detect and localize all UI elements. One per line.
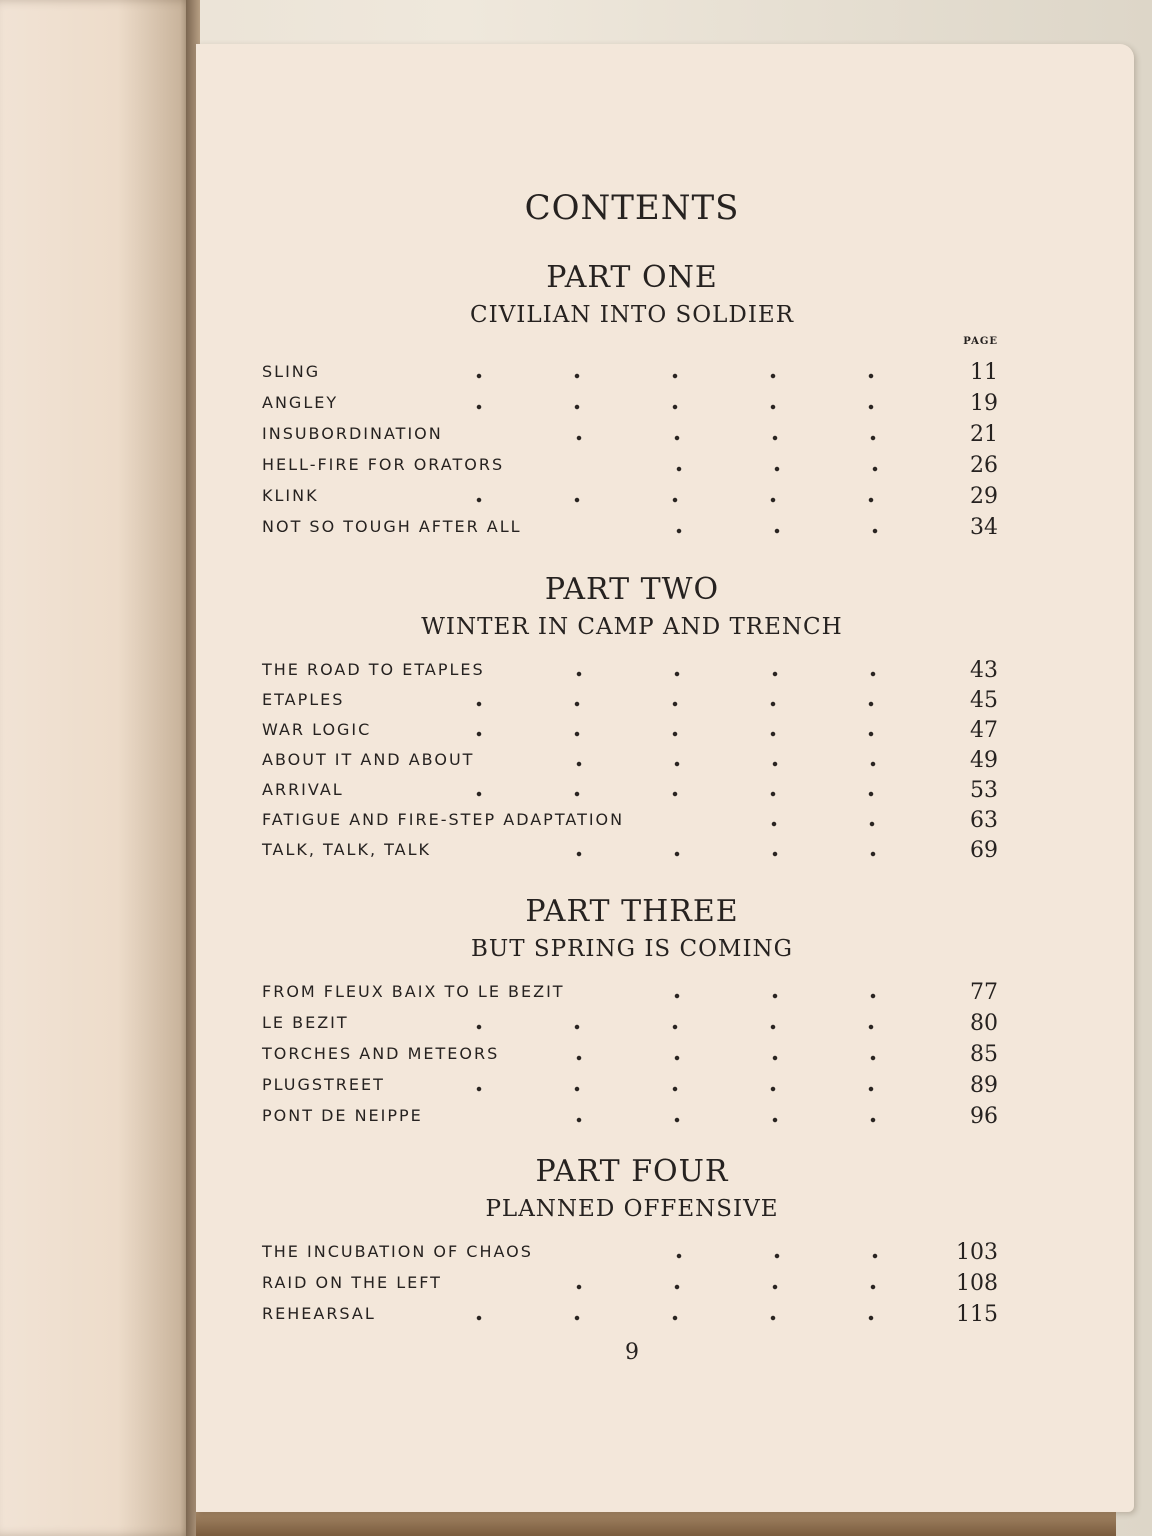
entry-title: HELL-FIRE FOR ORATORS [262,455,505,474]
toc-entry[interactable] [262,1011,1002,1042]
part-one [262,258,1002,332]
toc-entry[interactable] [262,391,1002,422]
entry-title: ETAPLES [262,690,345,709]
toc-entry[interactable] [262,1042,1002,1073]
entry-page: 19 [970,391,998,416]
part-subheading: PLANNED OFFENSIVE [485,1196,779,1222]
entry-page: 53 [970,778,998,803]
entry-title: ANGLEY [262,393,339,412]
toc-entry[interactable] [262,778,1002,808]
dot-leader [522,1104,932,1124]
page-number: 9 [625,1340,639,1365]
entry-page: 103 [956,1240,998,1265]
entry-title: KLINK [262,486,319,505]
entry-page: 69 [970,838,998,863]
entry-page: 11 [970,360,998,385]
toc-entry[interactable] [262,1302,1002,1333]
toc-entry[interactable] [262,838,1002,868]
part-subheading: BUT SPRING IS COMING [470,936,794,962]
entry-title: RAID ON THE LEFT [262,1273,442,1292]
toc-entry[interactable] [262,360,1002,391]
entry-title: WAR LOGIC [262,720,372,739]
toc-entry[interactable] [262,718,1002,748]
toc-entry[interactable] [262,658,1002,688]
left-page [0,0,196,1536]
part-three-entries [262,980,1002,1135]
toc-entry[interactable] [262,688,1002,718]
toc-entry[interactable] [262,453,1002,484]
entry-title: PONT DE NEIPPE [262,1106,423,1125]
entry-title: FROM FLEUX BAIX TO LE BEZIT [262,982,565,1001]
toc-entry[interactable] [262,1104,1002,1135]
entry-page: 29 [970,484,998,509]
entry-page: 47 [970,718,998,743]
dot-leader [622,515,932,535]
part-two-entries [262,658,1002,868]
entry-title: SLING [262,362,321,381]
part-heading: PART THREE [525,894,739,929]
part-subheading: CIVILIAN INTO SOLDIER [469,302,795,328]
part-heading: PART ONE [546,260,718,295]
dot-leader [622,453,932,473]
entry-title: FATIGUE AND FIRE-STEP ADAPTATION [262,810,625,829]
entry-title: THE ROAD TO ETAPLES [262,660,485,679]
entry-title: REHEARSAL [262,1304,376,1323]
dot-leader [422,1302,932,1322]
part-subheading: WINTER IN CAMP AND TRENCH [421,614,843,640]
dot-leader [522,1271,932,1291]
toc-entry[interactable] [262,1073,1002,1104]
part-one-entries [262,360,1002,546]
entry-title: ABOUT IT AND ABOUT [262,750,475,769]
dot-leader [422,1011,932,1031]
dot-leader [620,980,932,1000]
dot-leader [622,1240,932,1260]
dot-leader [522,1042,932,1062]
part-four [262,1152,1002,1226]
toc-entry[interactable] [262,980,1002,1011]
toc-entry[interactable] [262,1271,1002,1302]
entry-page: 43 [970,658,998,683]
dot-leader [422,484,932,504]
entry-title: INSUBORDINATION [262,424,443,443]
toc-entry[interactable] [262,515,1002,546]
part-heading: PART FOUR [535,1154,729,1189]
toc-entry[interactable] [262,808,1002,838]
entry-title: TALK, TALK, TALK [262,840,431,859]
toc-entry[interactable] [262,422,1002,453]
entry-title: TORCHES AND METEORS [262,1044,500,1063]
entry-title: THE INCUBATION OF CHAOS [262,1242,533,1261]
entry-page: 85 [970,1042,998,1067]
entry-page: 49 [970,748,998,773]
entry-page: 34 [970,515,998,540]
entry-page: 21 [970,422,998,447]
entry-page: 45 [970,688,998,713]
dot-leader [422,718,932,738]
dot-leader [422,778,932,798]
toc-entry[interactable] [262,748,1002,778]
page-column-label: PAGE [963,336,998,347]
entry-page: 63 [970,808,998,833]
dot-leader [522,748,932,768]
dot-leader [422,688,932,708]
entry-page: 77 [970,980,998,1005]
contents-title: CONTENTS [524,188,740,228]
entry-page: 96 [970,1104,998,1129]
dot-leader [522,422,932,442]
toc-entry[interactable] [262,1240,1002,1271]
dot-leader [422,360,932,380]
dot-leader [522,838,932,858]
dot-leader [717,808,932,828]
entry-page: 108 [956,1271,998,1296]
entry-title: ARRIVAL [262,780,344,799]
dot-leader [522,658,932,678]
entry-title: LE BEZIT [262,1013,349,1032]
dot-leader [422,391,932,411]
dot-leader [422,1073,932,1093]
entry-page: 89 [970,1073,998,1098]
entry-page: 80 [970,1011,998,1036]
part-heading: PART TWO [544,572,720,607]
part-three [262,892,1002,966]
entry-page: 26 [970,453,998,478]
toc-entry[interactable] [262,484,1002,515]
entry-page: 115 [956,1302,998,1327]
entry-title: PLUGSTREET [262,1075,385,1094]
entry-title: NOT SO TOUGH AFTER ALL [262,517,522,536]
part-four-entries [262,1240,1002,1333]
part-two [262,570,1002,644]
